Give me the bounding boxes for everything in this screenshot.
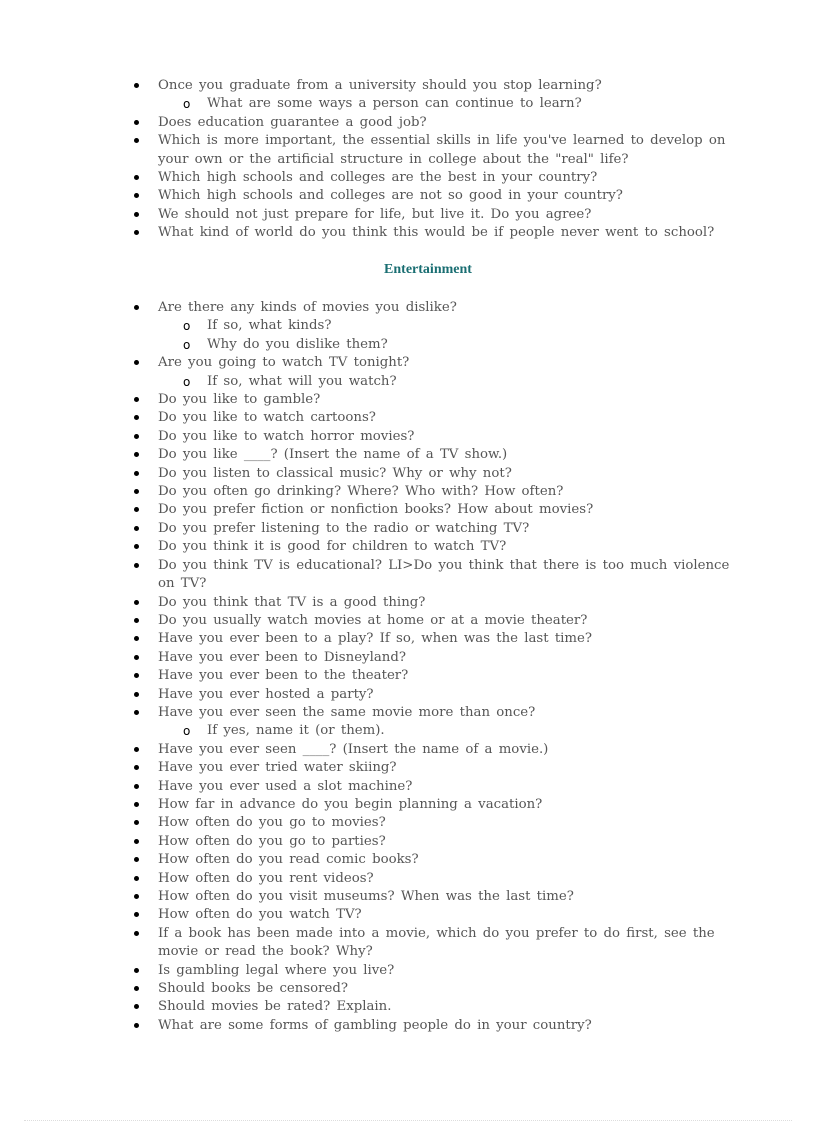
list-item: [130, 132, 750, 169]
question-item: Do you think it is good for children to watch TV?: [130, 538, 750, 556]
list-item: [130, 906, 750, 924]
list-item: [130, 962, 750, 980]
question-item: What are some forms of gambling people do in your country?: [130, 1017, 750, 1035]
list-item: [130, 465, 750, 483]
question-item: Do you often go drinking? Where? Who with? How often?: [130, 483, 750, 501]
list-item: [130, 980, 750, 998]
list-item: [130, 741, 750, 759]
question-item: Do you like ____? (Insert the name of a TV show.): [130, 446, 750, 464]
question-item: How often do you visit museums? When was the last time?: [130, 888, 750, 906]
list-item: [130, 538, 750, 556]
question-item: We should not just prepare for life, but live it. Do you agree?: [130, 206, 750, 224]
question-item: Have you ever seen the same movie more than once?: [130, 704, 750, 722]
list-item: [130, 114, 750, 132]
question-item: How often do you watch TV?: [130, 906, 750, 924]
question-item: Once you graduate from a university should you stop learning?: [130, 77, 750, 95]
list-item: [130, 612, 750, 630]
list-item: [130, 391, 750, 409]
list-item: [130, 77, 750, 95]
list-item: [130, 704, 750, 722]
list-item: [130, 299, 750, 317]
list-item: [130, 224, 750, 242]
question-item: Do you like to watch cartoons?: [130, 409, 750, 427]
question-item: Are there any kinds of movies you dislike?: [130, 299, 750, 317]
question-item: Do you like to watch horror movies?: [130, 428, 750, 446]
question-item: Are you going to watch TV tonight?: [130, 354, 750, 372]
list-item: [130, 520, 750, 538]
list-item: [130, 870, 750, 888]
list-item: [130, 888, 750, 906]
question-item: What kind of world do you think this would be if people never went to school?: [130, 224, 750, 242]
list-item: [130, 814, 750, 832]
list-item: [130, 833, 750, 851]
list-item: [130, 851, 750, 869]
list-item: [130, 187, 750, 205]
question-item: Have you ever tried water skiing?: [130, 759, 750, 777]
question-item: Have you ever been to the theater?: [130, 667, 750, 685]
question-item: How often do you go to parties?: [130, 833, 750, 851]
question-item: Do you think TV is educational? LI>Do you think that there is too much violence on TV?: [130, 557, 750, 594]
sub-question-item: o Why do you dislike them?: [130, 336, 750, 354]
question-item: Have you ever seen ____? (Insert the name of a movie.): [130, 741, 750, 759]
list-item: [130, 722, 750, 740]
question-item: How often do you read comic books?: [130, 851, 750, 869]
list-item: [130, 428, 750, 446]
list-item: [130, 759, 750, 777]
question-item: Do you think that TV is a good thing?: [130, 594, 750, 612]
list-item: [130, 169, 750, 187]
list-item: [130, 686, 750, 704]
list-item: [130, 483, 750, 501]
sub-question-item: o If so, what kinds?: [130, 317, 750, 335]
list-item: [130, 557, 750, 594]
list-item: [130, 373, 750, 391]
sub-question-item: o If so, what will you watch?: [130, 373, 750, 391]
list-item: [130, 336, 750, 354]
list-item: [130, 409, 750, 427]
question-item: Have you ever used a slot machine?: [130, 778, 750, 796]
question-item: If a book has been made into a movie, which do you prefer to do first, see the movie or read the book? Why?: [130, 925, 750, 962]
list-item: [130, 446, 750, 464]
list-item: [130, 354, 750, 372]
list-item: [130, 317, 750, 335]
question-item: Have you ever hosted a party?: [130, 686, 750, 704]
question-item: How far in advance do you begin planning a vacation?: [130, 796, 750, 814]
question-item: How often do you go to movies?: [130, 814, 750, 832]
entertainment-question-list: [130, 299, 750, 1035]
question-item: Do you prefer listening to the radio or watching TV?: [130, 520, 750, 538]
question-item: Which high schools and colleges are the best in your country?: [130, 169, 750, 187]
sub-question-item: o If yes, name it (or them).: [130, 722, 750, 740]
question-item: How often do you rent videos?: [130, 870, 750, 888]
question-item: Is gambling legal where you live?: [130, 962, 750, 980]
list-item: [130, 206, 750, 224]
list-item: [130, 501, 750, 519]
sub-question-item: o What are some ways a person can continue to learn?: [130, 95, 750, 113]
question-item: Have you ever been to Disneyland?: [130, 649, 750, 667]
list-item: [130, 594, 750, 612]
list-item: [130, 630, 750, 648]
page-bottom-divider: [24, 1120, 792, 1121]
question-item: Have you ever been to a play? If so, when was the last time?: [130, 630, 750, 648]
question-item: Do you like to gamble?: [130, 391, 750, 409]
list-item: [130, 998, 750, 1016]
question-item: Does education guarantee a good job?: [130, 114, 750, 132]
list-item: [130, 1017, 750, 1035]
list-item: [130, 667, 750, 685]
list-item: [130, 95, 750, 113]
question-item: Should movies be rated? Explain.: [130, 998, 750, 1016]
question-item: Do you prefer fiction or nonfiction books? How about movies?: [130, 501, 750, 519]
education-question-list: [130, 77, 750, 243]
question-item: Should books be censored?: [130, 980, 750, 998]
section-heading-entertainment: Entertainment: [384, 262, 472, 277]
question-item: Do you usually watch movies at home or at a movie theater?: [130, 612, 750, 630]
list-item: [130, 649, 750, 667]
question-item: Which high schools and colleges are not so good in your country?: [130, 187, 750, 205]
question-item: Do you listen to classical music? Why or why not?: [130, 465, 750, 483]
question-item: Which is more important, the essential skills in life you've learned to develop on your own or the artificial structure in college about the "real" life?: [130, 132, 750, 169]
list-item: [130, 778, 750, 796]
list-item: [130, 796, 750, 814]
list-item: [130, 925, 750, 962]
